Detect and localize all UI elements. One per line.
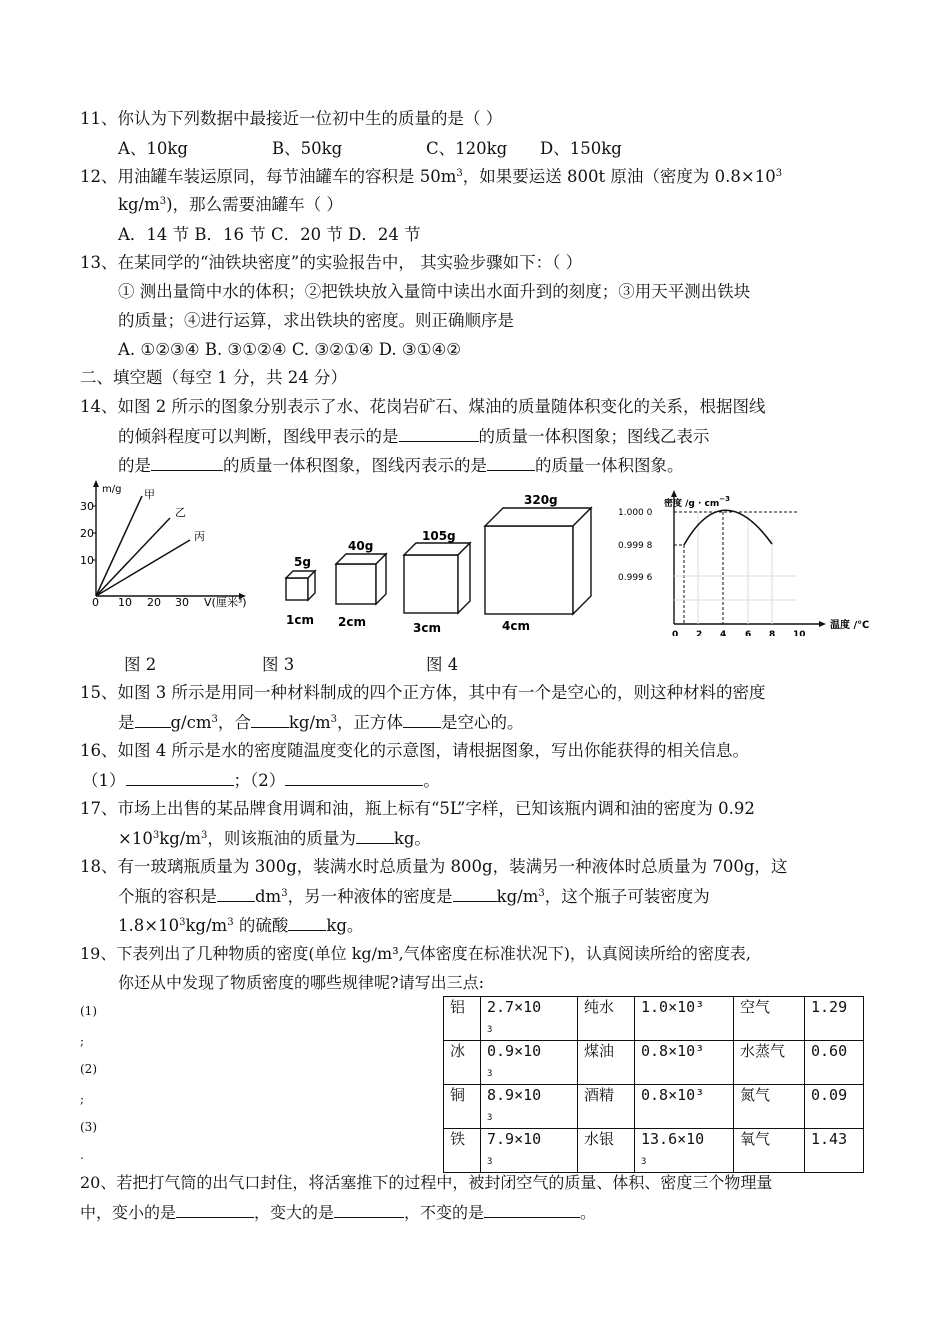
fig4-y-label: 密度 $/g \cdot cm^{-3}$: [664, 495, 731, 509]
fig4-density-curve: [684, 510, 772, 545]
figure-3-cubes: [280, 488, 600, 638]
cube-2-side: 2cm: [338, 615, 366, 629]
q12-options: A．14 节 B．16 节 C．20 节 D．24 节: [118, 225, 421, 244]
answer-blank[interactable]: [356, 827, 394, 844]
answer-blank[interactable]: [487, 454, 535, 471]
cube-1-side: 1cm: [286, 613, 314, 627]
table-cell: 1.29: [805, 997, 864, 1041]
answer-blank[interactable]: [334, 1201, 404, 1218]
fig2-x-tick: 30: [175, 596, 189, 609]
fig4-y-tick: 0.999 8: [618, 541, 653, 551]
table-cell: 0.60: [805, 1041, 864, 1085]
fig4-y-tick: 1.000 0: [618, 508, 653, 518]
q17-line2: $\times 10^3kg/m^3$，则该瓶油的质量为 kg。: [118, 829, 431, 848]
q11-option-b: B、50kg: [272, 139, 343, 158]
table-cell: 氮气: [734, 1085, 805, 1129]
answer-blank[interactable]: [403, 711, 441, 728]
table-cell: 0.8×10³: [635, 1085, 734, 1129]
table-cell: 1.43: [805, 1129, 864, 1173]
q19-line2: 你还从中发现了物质密度的哪些规律呢?请写出三点:: [118, 973, 484, 992]
answer-blank[interactable]: [135, 711, 171, 728]
fig2-y-tick: 20: [80, 527, 94, 540]
cube-1-mass: 5g: [294, 555, 311, 569]
q16-line1: 16、如图 4 所示是水的密度随温度变化的示意图，请根据图象，写出你能获得的相关信息。: [80, 741, 749, 760]
table-cell: 0.9×10 3: [481, 1041, 578, 1085]
q12-line2: $kg/m^3$)，那么需要油罐车（ ）: [118, 195, 343, 214]
q19-mark-3: (3): [80, 1120, 97, 1134]
table-cell: 0.8×10³: [635, 1041, 734, 1085]
answer-blank[interactable]: [399, 425, 479, 442]
fig2-line-label: 乙: [175, 506, 186, 519]
fig2-x-label: V(厘米³): [204, 596, 247, 609]
table-cell: 水蒸气: [734, 1041, 805, 1085]
fig2-y-tick: 10: [80, 554, 94, 567]
table-cell: 铜: [444, 1085, 481, 1129]
q13-line1: 13、在某同学的“油铁块密度”的实验报告中， 其实验步骤如下：（ ）: [80, 253, 583, 272]
fig2-x-tick: 0: [92, 596, 99, 609]
table-row: [444, 997, 864, 1041]
fig4-x-label: 温度 /℃: [830, 620, 870, 631]
caption-fig4: 图 4: [426, 655, 459, 674]
answer-blank[interactable]: [453, 885, 497, 902]
table-cell: 酒精: [578, 1085, 635, 1129]
table-row: [444, 1129, 864, 1173]
answer-blank[interactable]: [176, 1201, 254, 1218]
q18-line2: 个瓶的容积是 $dm^3$，另一种液体的密度是 $kg/m^3$，这个瓶子可装密度为: [118, 887, 710, 906]
figure-4-density-temperature-graph: [612, 476, 887, 636]
q15-line2: 是 $g/cm^3$，合 $kg/m^3$，正方体 是空心的。: [118, 713, 524, 732]
table-cell: 冰: [444, 1041, 481, 1085]
answer-blank[interactable]: [126, 769, 234, 786]
q19-mark-2: (2): [80, 1062, 97, 1076]
figure-2-mass-volume-graph: [72, 478, 272, 613]
q19-mark-end: .: [80, 1148, 84, 1162]
fig4-y-tick: 0.999 6: [618, 573, 653, 583]
answer-blank[interactable]: [484, 1201, 580, 1218]
cube-2-mass: 40g: [348, 539, 374, 553]
fig2-x-tick: 10: [118, 596, 132, 609]
table-cell: 氧气: [734, 1129, 805, 1173]
fig4-x-tick: 10: [793, 630, 806, 636]
fig4-x-tick: 4: [720, 630, 727, 636]
q20-line2: 中，变小的是 ，变大的是 ，不变的是 。: [80, 1203, 597, 1222]
q18-line3: $1.8\times 10^3kg/m^3$ 的硫酸 kg。: [118, 916, 364, 935]
caption-fig2: 图 2: [124, 655, 157, 674]
table-cell: 2.7×10 3: [481, 997, 578, 1041]
table-cell: 水银: [578, 1129, 635, 1173]
fig2-x-tick: 20: [147, 596, 161, 609]
table-row: [444, 1041, 864, 1085]
cube-3-side: 3cm: [413, 621, 441, 635]
cube-3-mass: 105g: [422, 529, 456, 543]
q11-stem: 11、你认为下列数据中最接近一位初中生的质量的是（ ）: [80, 109, 503, 128]
table-cell: 8.9×10 3: [481, 1085, 578, 1129]
table-cell: 13.6×10 3: [635, 1129, 734, 1173]
table-cell: 纯水: [578, 997, 635, 1041]
fig2-line-label: 甲: [144, 488, 155, 501]
q12-line1: 12、用油罐车装运原同，每节油罐车的容积是 $50m^3$，如果要运送 800t 原油（密度为 $0.8\times 10^3$: [80, 167, 783, 186]
q11-option-a: A、10kg: [118, 139, 188, 158]
q14-line3: 的是 的质量一体积图象，图线丙表示的是 的质量一体积图象。: [118, 456, 684, 475]
q13-options: A. ①②③④ B. ③①②④ C. ③②①④ D. ③①④②: [118, 340, 462, 359]
fig2-line-bing: [96, 540, 190, 596]
fig2-line-jia: [96, 496, 142, 596]
cube-4-side: 4cm: [502, 619, 530, 633]
q17-line1: 17、市场上出售的某品牌食用调和油，瓶上标有“5L”字样，已知该瓶内调和油的密度为 0.92: [80, 799, 755, 818]
q14-line2: 的倾斜程度可以判断，图线甲表示的是 的质量一体积图象；图线乙表示: [118, 427, 710, 446]
fig2-y-label: m/g: [102, 484, 122, 495]
q19-mark-sep: ;: [80, 1092, 85, 1106]
table-cell: 煤油: [578, 1041, 635, 1085]
answer-blank[interactable]: [217, 885, 255, 902]
q11-option-c: C、120kg: [426, 139, 508, 158]
fig4-x-tick: 0: [672, 630, 679, 636]
answer-blank[interactable]: [285, 769, 423, 786]
q18-line1: 18、有一玻璃瓶质量为 300g，装满水时总质量为 800g，装满另一种液体时总质量为 700g，这: [80, 857, 788, 876]
table-cell: 空气: [734, 997, 805, 1041]
fig4-x-tick: 2: [696, 630, 703, 636]
q14-line1: 14、如图 2 所示的图象分别表示了水、花岗岩矿石、煤油的质量随体积变化的关系，根据图线: [80, 397, 766, 416]
table-row: [444, 1085, 864, 1129]
fig4-x-tick: 8: [769, 630, 776, 636]
fig2-line-label: 丙: [194, 530, 205, 543]
table-cell: 0.09: [805, 1085, 864, 1129]
table-cell: 铁: [444, 1129, 481, 1173]
table-cell: 1.0×10³: [635, 997, 734, 1041]
caption-fig3: 图 3: [262, 655, 295, 674]
table-cell: 铝: [444, 997, 481, 1041]
density-table: [443, 996, 864, 1173]
answer-blank[interactable]: [288, 914, 326, 931]
cube-4-mass: 320g: [524, 493, 558, 507]
q20-line1: 20、若把打气筒的出气口封住，将活塞推下的过程中，被封闭空气的质量、体积、密度三个物理量: [80, 1173, 773, 1192]
table-cell: 7.9×10 3: [481, 1129, 578, 1173]
fig2-y-tick: 30: [80, 500, 94, 513]
q19-line1: 19、下表列出了几种物质的密度(单位 kg/m³,气体密度在标准状况下)，认真阅读所给的密度表,: [80, 944, 752, 963]
fig2-line-yi: [96, 518, 170, 596]
answer-blank[interactable]: [251, 711, 289, 728]
q13-line3: 的质量；④进行运算，求出铁块的密度。则正确顺序是: [118, 311, 514, 330]
answer-blank[interactable]: [151, 454, 223, 471]
fig4-x-tick: 6: [745, 630, 752, 636]
q11-option-d: D、150kg: [540, 139, 622, 158]
q16-line2: （1） ；（2） 。: [82, 771, 440, 790]
q13-line2: ① 测出量筒中水的体积；②把铁块放入量筒中读出水面升到的刻度；③用天平测出铁块: [118, 282, 751, 301]
q15-line1: 15、如图 3 所示是用同一种材料制成的四个正方体，其中有一个是空心的，则这种材料的密度: [80, 683, 766, 702]
q19-mark-1: (1): [80, 1004, 97, 1018]
q19-mark-sep: ;: [80, 1034, 85, 1048]
section-2-heading: 二、填空题（每空 1 分，共 24 分）: [80, 368, 347, 387]
